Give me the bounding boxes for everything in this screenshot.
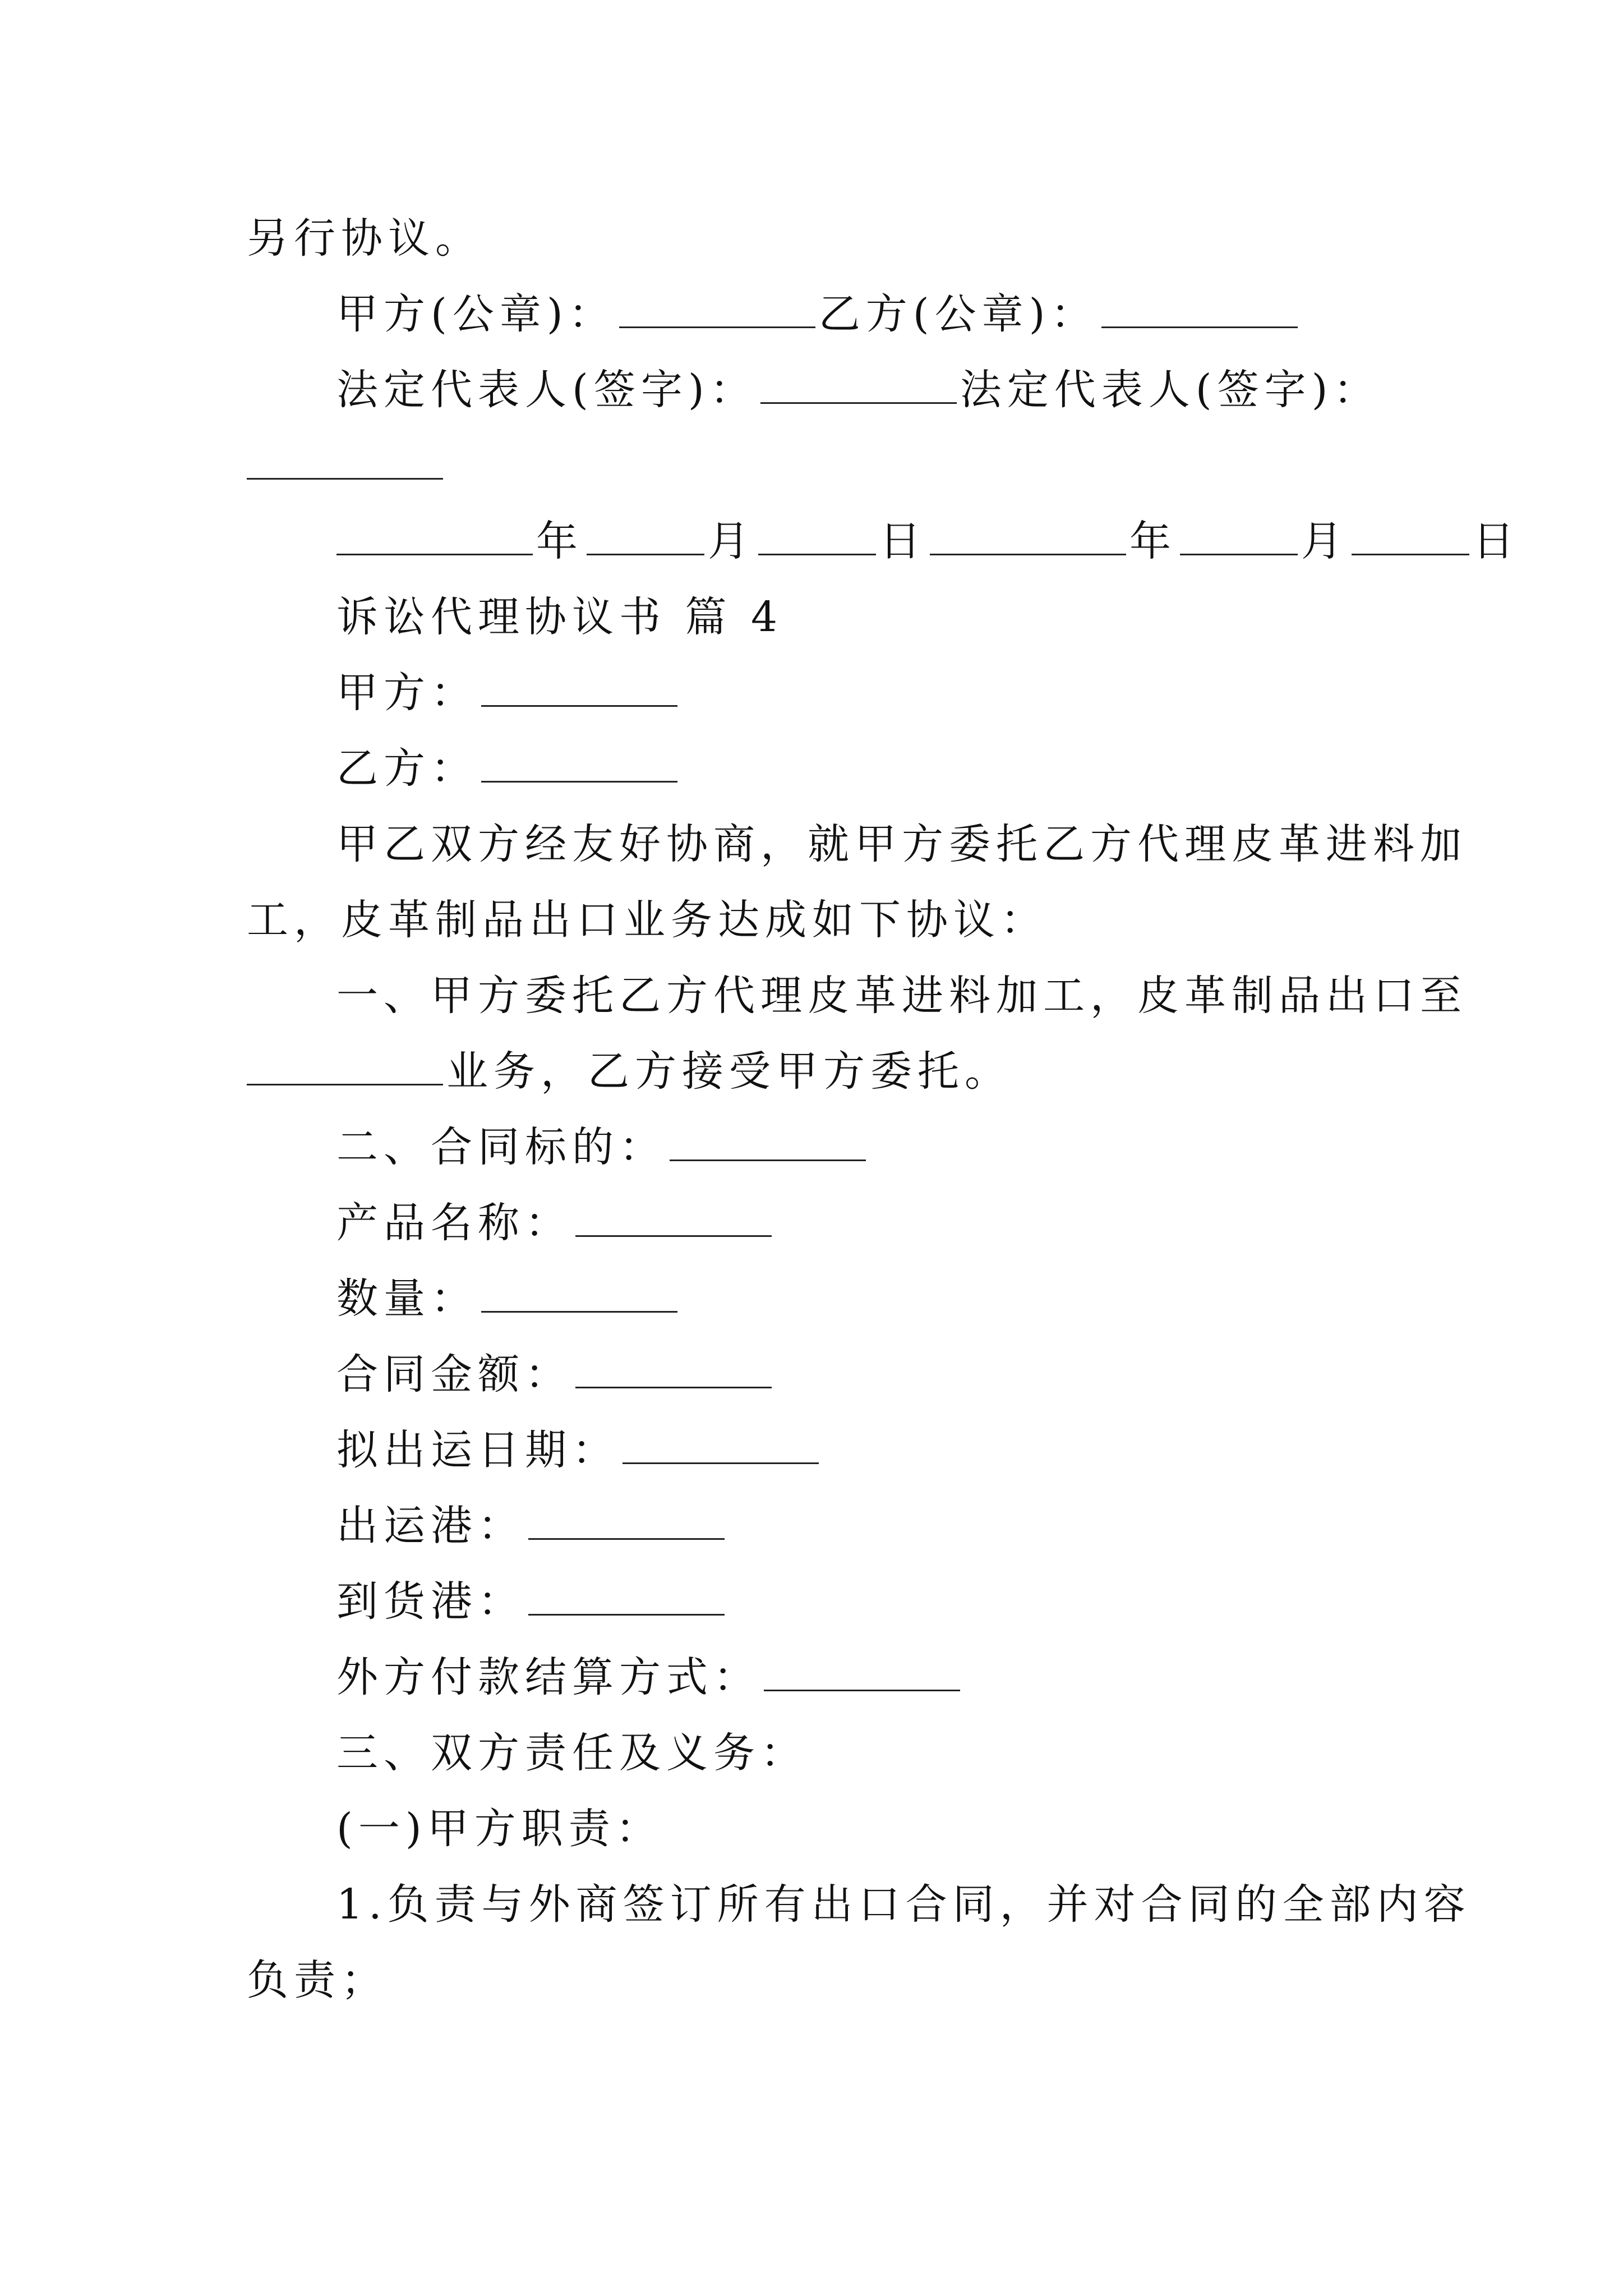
blank-field xyxy=(623,1462,819,1464)
ship-date-label: 拟出运日期： xyxy=(336,1426,619,1474)
clause-line xyxy=(247,1952,388,2008)
clause-text: 二、合同标的： xyxy=(336,1123,666,1171)
clause-line xyxy=(336,1119,869,1175)
field-line xyxy=(336,1573,728,1630)
blank-field xyxy=(758,554,876,555)
year-label: 年 xyxy=(536,517,583,565)
quantity-label: 数量： xyxy=(336,1274,478,1323)
blank-field xyxy=(247,478,443,480)
blank-field xyxy=(575,1387,772,1388)
field-line xyxy=(336,1422,822,1478)
clause-line xyxy=(336,1725,808,1781)
field-line xyxy=(336,1271,681,1327)
clause-text: (一)甲方职责： xyxy=(336,1805,663,1853)
paragraph-line xyxy=(247,892,1048,948)
blank-field xyxy=(528,1614,725,1616)
blank-field xyxy=(764,1690,960,1691)
blank-field xyxy=(760,402,957,404)
port-to-label: 到货港： xyxy=(336,1577,525,1626)
blank-field xyxy=(670,1159,866,1161)
product-label: 产品名称： xyxy=(336,1199,572,1247)
clause-text: 业务，乙方接受甲方委托。 xyxy=(446,1047,1012,1096)
month-label: 月 xyxy=(1301,517,1348,565)
blank-field xyxy=(575,1235,772,1237)
clause-text: 三、双方责任及义务： xyxy=(336,1729,808,1777)
signature-line xyxy=(336,362,1381,418)
day-label: 日 xyxy=(1473,517,1520,565)
signature-blank-line xyxy=(247,438,446,494)
party-a-line xyxy=(336,665,681,721)
representative-b-label: 法定代表人(签字)： xyxy=(960,366,1381,414)
blank-field xyxy=(336,554,533,555)
amount-label: 合同金额： xyxy=(336,1350,572,1398)
blank-field xyxy=(247,1084,443,1085)
field-line xyxy=(336,1498,728,1554)
clause-text: 一、甲方委托乙方代理皮革进料加工，皮革制品出口至 xyxy=(336,972,1467,1020)
blank-field xyxy=(481,705,677,707)
blank-field xyxy=(619,326,815,328)
clause-line xyxy=(336,968,1467,1024)
field-line xyxy=(336,1346,775,1402)
field-line xyxy=(336,1649,963,1705)
representative-a-label: 法定代表人(签字)： xyxy=(336,366,757,414)
date-line xyxy=(336,513,1520,569)
party-a-label: 甲方： xyxy=(336,669,478,717)
clause-line xyxy=(336,1801,663,1857)
text: 另行协议。 xyxy=(247,214,482,263)
clause-text: 1.负责与外商签订所有出口合同，并对合同的全部内容 xyxy=(336,1880,1471,1929)
seal-line xyxy=(336,286,1301,342)
text-line xyxy=(247,210,482,266)
blank-field xyxy=(481,781,677,783)
blank-field xyxy=(528,1538,725,1540)
blank-field xyxy=(1180,554,1298,555)
blank-field xyxy=(587,554,704,555)
port-from-label: 出运港： xyxy=(336,1502,525,1550)
party-b-line xyxy=(336,740,681,797)
blank-field xyxy=(1352,554,1469,555)
paragraph-text: 工，皮革制品出口业务达成如下协议： xyxy=(247,896,1048,944)
title-text: 诉讼代理协议书 篇 4 xyxy=(336,593,783,641)
section-title xyxy=(336,589,783,645)
paragraph-text: 甲乙双方经友好协商，就甲方委托乙方代理皮革进料加 xyxy=(336,820,1467,868)
blank-field xyxy=(930,554,1126,555)
blank-field xyxy=(1101,326,1298,328)
field-line xyxy=(336,1195,775,1251)
paragraph-line xyxy=(336,816,1467,872)
clause-text: 负责； xyxy=(247,1956,388,2004)
clause-line xyxy=(336,1876,1471,1932)
month-label: 月 xyxy=(708,517,755,565)
payment-label: 外方付款结算方式： xyxy=(336,1653,760,1701)
party-b-label: 乙方： xyxy=(336,744,478,793)
day-label: 日 xyxy=(879,517,926,565)
blank-field xyxy=(481,1311,677,1313)
clause-line xyxy=(247,1043,1012,1099)
party-a-seal-label: 甲方(公章)： xyxy=(336,290,616,338)
party-b-seal-label: 乙方(公章)： xyxy=(818,290,1098,338)
year-label: 年 xyxy=(1129,517,1177,565)
